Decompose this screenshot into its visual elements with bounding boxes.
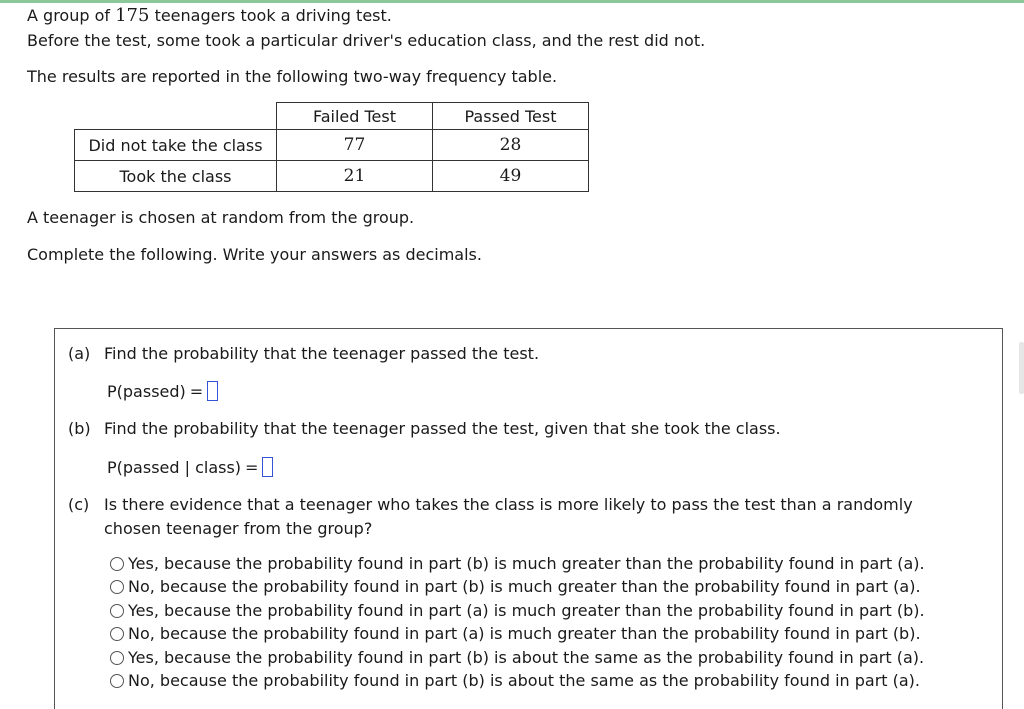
equals-sign: = — [189, 382, 204, 401]
col-header-failed: Failed Test — [277, 103, 433, 130]
radio-icon[interactable] — [110, 627, 124, 641]
option-5-label[interactable]: Yes, because the probability found in part (b) is about the same as the probability found in part (a). — [128, 648, 925, 667]
part-b-label: (b) — [68, 419, 91, 438]
equals-sign: = — [245, 458, 259, 477]
option-3[interactable] — [110, 601, 925, 620]
part-a-question — [68, 344, 539, 363]
group-size: 175 — [115, 5, 150, 26]
part-b-answer-row — [107, 457, 273, 477]
row-header-no-class: Did not take the class — [75, 130, 277, 161]
intro-line-3: The results are reported in the following two-way frequency table. — [27, 67, 558, 86]
part-a-expression: P(passed) — [107, 382, 186, 401]
option-4[interactable] — [110, 624, 921, 643]
cell-took-class-failed: 21 — [277, 161, 433, 192]
option-3-label[interactable]: Yes, because the probability found in part (a) is much greater than the probability found in part (b). — [128, 601, 925, 620]
random-choice-text: A teenager is chosen at random from the group. — [27, 208, 415, 227]
radio-icon[interactable] — [110, 674, 124, 688]
top-accent-bar — [0, 0, 1024, 3]
radio-icon[interactable] — [110, 580, 124, 594]
radio-icon[interactable] — [110, 651, 124, 665]
radio-icon[interactable] — [110, 604, 124, 618]
option-1-label[interactable]: Yes, because the probability found in part (b) is much greater than the probability found in part (a). — [128, 554, 925, 573]
option-2-label[interactable]: No, because the probability found in part (b) is much greater than the probability found in part (a). — [128, 577, 921, 596]
cell-took-class-passed: 49 — [433, 161, 589, 192]
part-c-question — [68, 495, 913, 514]
option-5[interactable] — [110, 648, 924, 667]
table-corner — [75, 103, 277, 130]
option-6[interactable] — [110, 671, 920, 690]
table-row — [75, 130, 589, 161]
part-c-text-line-1: Is there evidence that a teenager who takes the class is more likely to pass the test than a randomly — [104, 495, 913, 514]
table-row — [75, 161, 589, 192]
part-c-label: (c) — [68, 495, 90, 514]
option-4-label[interactable]: No, because the probability found in part (a) is much greater than the probability found in part (b). — [128, 624, 921, 643]
intro-line-2: Before the test, some took a particular driver's education class, and the rest did not. — [27, 31, 706, 50]
part-a-answer-row — [107, 381, 218, 401]
option-6-label[interactable]: No, because the probability found in part (b) is about the same as the probability found in part (a). — [128, 671, 921, 690]
cell-no-class-failed: 77 — [277, 130, 433, 161]
part-b-answer-input[interactable] — [262, 457, 273, 477]
question-panel — [54, 328, 1003, 709]
part-a-answer-input[interactable] — [207, 381, 218, 401]
frequency-table — [74, 102, 589, 192]
part-c-text-line-2: chosen teenager from the group? — [104, 519, 373, 538]
scrollbar-edge[interactable] — [1019, 342, 1024, 394]
option-2[interactable] — [110, 577, 921, 596]
part-b-expression: P(passed | class) — [107, 458, 242, 477]
part-a-label: (a) — [68, 344, 91, 363]
col-header-passed: Passed Test — [433, 103, 589, 130]
intro-line-1 — [27, 5, 392, 26]
intro-text: A group of — [27, 6, 111, 25]
option-1[interactable] — [110, 554, 925, 573]
part-b-question — [68, 419, 781, 438]
row-header-took-class: Took the class — [75, 161, 277, 192]
part-a-text: Find the probability that the teenager passed the test. — [104, 344, 540, 363]
cell-no-class-passed: 28 — [433, 130, 589, 161]
instructions-text: Complete the following. Write your answers as decimals. — [27, 245, 482, 264]
intro-text: teenagers took a driving test. — [154, 6, 392, 25]
radio-icon[interactable] — [110, 557, 124, 571]
part-b-text: Find the probability that the teenager passed the test, given that she took the class. — [104, 419, 781, 438]
